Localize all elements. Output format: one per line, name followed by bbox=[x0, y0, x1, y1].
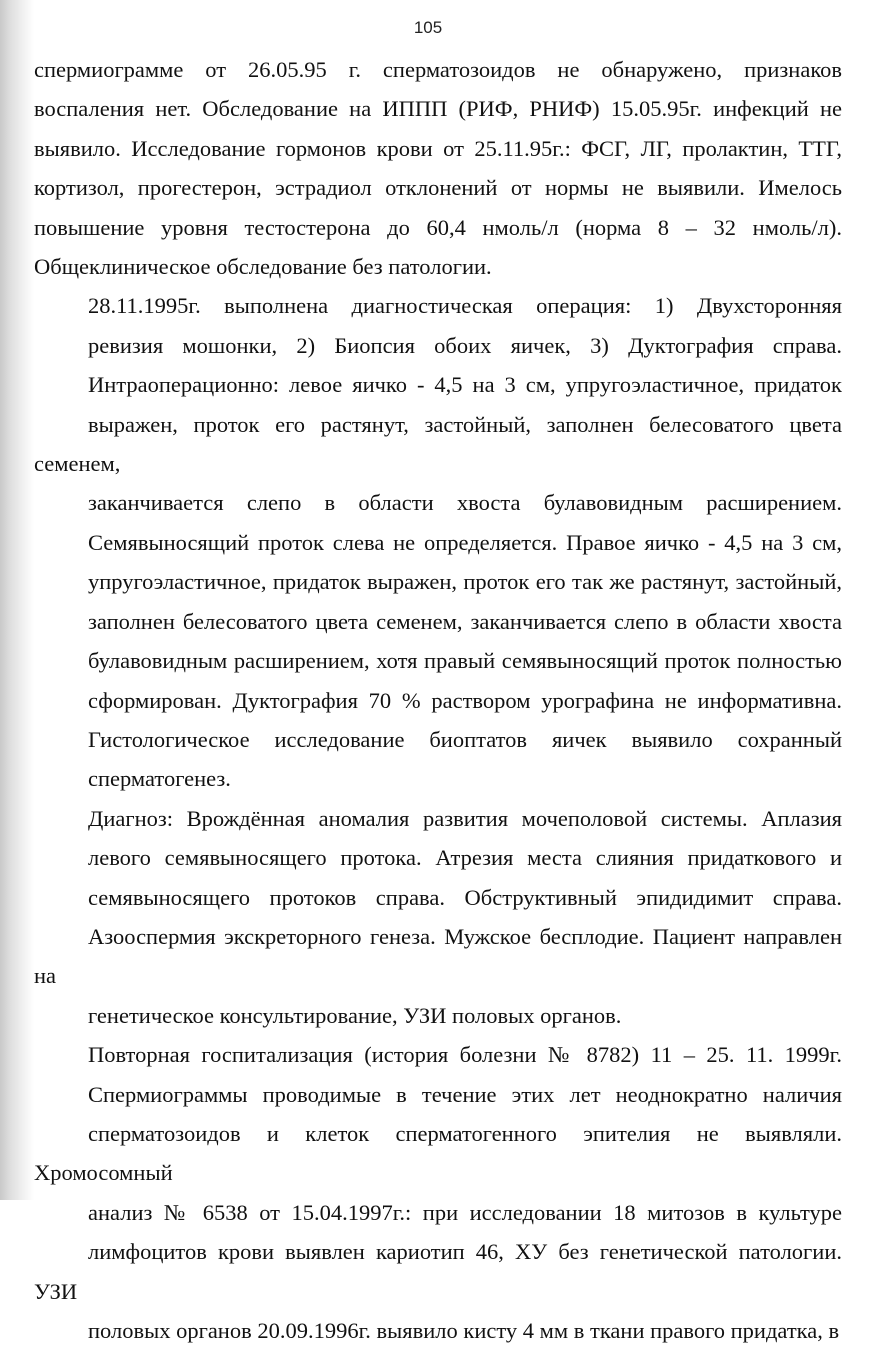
text-line: 28.11.1995г. выполнена диагностическая операция: 1) Двухсторонняя bbox=[88, 293, 842, 319]
text-line: сперматогенез. bbox=[88, 766, 231, 792]
text-line: сформирован. Дуктография 70 % раствором урографина не информативна. bbox=[88, 687, 842, 713]
paragraph bbox=[34, 286, 842, 798]
text-line: Общеклиническое обследование без патологии. bbox=[34, 254, 492, 280]
text-line: заканчивается слепо в области хвоста булавовидным расширением. bbox=[88, 490, 842, 516]
text-line: половых органов 20.09.1996г. выявило кисту 4 мм в ткани правого придатка, в bbox=[88, 1318, 840, 1343]
text-line: выявило. Исследование гормонов крови от 25.11.95г.: ФСГ, ЛГ, пролактин, ТТГ, bbox=[34, 135, 842, 161]
text-line: булавовидным расширением, хотя правый семявыносящий проток полностью bbox=[88, 648, 842, 674]
text-line: Диагноз: Врождённая аномалия развития мочеполовой системы. Аплазия bbox=[88, 805, 842, 831]
text-line: упругоэластичное, придаток выражен, проток его так же растянут, застойный, bbox=[88, 569, 842, 595]
text-line: Повторная госпитализация (история болезни № 8782) 11 – 25. 11. 1999г. bbox=[88, 1042, 842, 1068]
text-line: спермиограмме от 26.05.95 г. сперматозоидов не обнаружено, признаков bbox=[34, 57, 842, 82]
text-line: выражен, проток его растянут, застойный, заполнен белесоватого цвета семенем, bbox=[34, 411, 842, 477]
text-line: повышение уровня тестостерона до 60,4 нмоль/л (норма 8 – 32 нмоль/л). bbox=[34, 214, 842, 240]
text-line: анализ № 6538 от 15.04.1997г.: при исследовании 18 митозов в культуре bbox=[88, 1199, 842, 1225]
text-line: заполнен белесоватого цвета семенем, заканчивается слепо в области хвоста bbox=[88, 608, 842, 634]
text-line: семявыносящего протоков справа. Обструктивный эпидидимит справа. bbox=[88, 884, 842, 910]
paragraph bbox=[34, 50, 842, 286]
text-line: Азооспермия экскреторного генеза. Мужское бесплодие. Пациент направлен на bbox=[34, 923, 842, 989]
text-line: кортизол, прогестерон, эстрадиол отклонений от нормы не выявили. Имелось bbox=[34, 175, 842, 201]
paragraph bbox=[34, 1035, 842, 1350]
text-line: левого семявыносящего протока. Атрезия места слияния придаткового и bbox=[88, 845, 842, 871]
text-line: Интраоперационно: левое яичко - 4,5 на 3 см, упругоэластичное, придаток bbox=[88, 372, 842, 398]
text-line: сперматозоидов и клеток сперматогенного эпителия не выявляли. Хромосомный bbox=[34, 1120, 842, 1186]
scan-shadow bbox=[0, 0, 34, 1200]
text-line: воспаления нет. Обследование на ИППП (РИФ, РНИФ) 15.05.95г. инфекций не bbox=[34, 96, 842, 122]
paragraph bbox=[34, 799, 842, 1035]
text-line: Спермиограммы проводимые в течение этих лет неоднократно наличия bbox=[88, 1081, 842, 1107]
text-line: лимфоцитов крови выявлен кариотип 46, ХУ без генетической патологии. УЗИ bbox=[34, 1239, 842, 1304]
text-line: генетическое консультирование, УЗИ половых органов. bbox=[88, 1002, 622, 1028]
text-line: ревизия мошонки, 2) Биопсия обоих яичек, 3) Дуктография справа. bbox=[88, 332, 842, 358]
text-line: Гистологическое исследование биоптатов яичек выявило сохранный bbox=[88, 726, 842, 752]
document-body bbox=[34, 50, 842, 1350]
text-line: Семявыносящий проток слева не определяется. Правое яичко - 4,5 на 3 см, bbox=[88, 529, 842, 555]
page-number: 105 bbox=[413, 18, 443, 37]
